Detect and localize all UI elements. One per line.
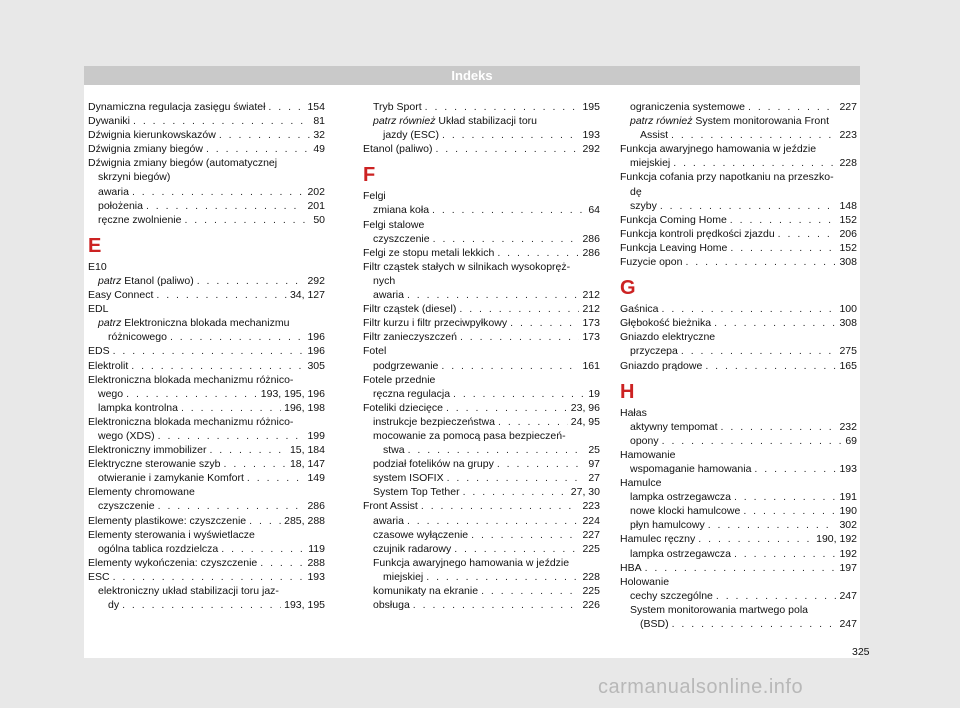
index-subentry: awaria . . . 224 [363,514,600,528]
section-letter: G [620,277,636,300]
index-subentry: czyszczenie . . . 286 [88,499,325,513]
index-subentry: aktywny tempomat . . . 232 [620,420,857,434]
index-subentry: czyszczenie . . . 286 [363,232,600,246]
index-heading: skrzyni biegów) [98,171,171,184]
index-subentry: system ISOFIX . . . 27 [363,471,600,485]
index-subentry: zmiana koła . . . 64 [363,203,600,217]
index-entry: HBA . . . 197 [620,561,857,575]
index-subentry: dy . . . 193, 195 [88,598,325,612]
index-subentry: (BSD) . . . 247 [620,617,857,631]
index-subentry: czujnik radarowy . . . 225 [363,542,600,556]
watermark-text: carmanualsonline.info [598,676,804,698]
index-heading: Elementy chromowane [88,486,195,499]
index-entry: Dźwignia kierunkowskazów . . . 32 [88,128,325,142]
index-entry: Funkcja kontroli prędkości zjazdu . . . 206 [620,227,857,241]
index-heading: Funkcja cofania przy napotkaniu na przeszko- [620,171,834,184]
index-subentry: lampka ostrzegawcza . . . 191 [620,490,857,504]
index-heading: Elektroniczna blokada mechanizmu różnico- [88,373,294,386]
index-subentry: ograniczenia systemowe . . . 227 [620,100,857,114]
index-see-reference: patrz również Układ stabilizacji toru [373,115,537,128]
index-subentry: jazdy (ESC) . . . 193 [363,128,600,142]
index-subentry: ogólna tablica rozdzielcza . . . 119 [88,542,325,556]
index-see-reference: patrz Elektroniczna blokada mechanizmu [98,317,290,330]
index-heading: Funkcja awaryjnego hamowania w jeździe [620,143,817,156]
index-heading: Dźwignia zmiany biegów (automatycznej [88,157,278,170]
index-subentry: płyn hamulcowy . . . 302 [620,518,857,532]
index-subentry: położenia . . . 201 [88,199,325,213]
index-subentry: obsługa . . . 226 [363,598,600,612]
index-heading: Elektroniczna blokada mechanizmu różnico- [88,415,294,428]
index-heading: dę [630,185,642,198]
index-heading: elektroniczny układ stabilizacji toru jaz- [98,585,279,597]
index-subentry: podgrzewanie . . . 161 [363,359,600,373]
index-entry: Dywaniki . . . 81 [88,114,325,128]
index-subentry: ręczna regulacja . . . 19 [363,387,600,401]
index-entry: miejskiej . . . 228 [620,156,857,170]
index-entry: Foteliki dziecięce . . . 23, 96 [363,401,600,415]
index-entry: Dźwignia zmiany biegów . . . 49 [88,142,325,156]
index-heading: Filtr cząstek stałych w silnikach wysokopręż- [363,260,571,273]
index-subentry: nowe klocki hamulcowe . . . 190 [620,504,857,518]
index-subentry: System Top Tether . . . 27, 30 [363,485,600,499]
index-entry: Front Assist . . . 223 [363,499,600,513]
index-entry: Felgi ze stopu metali lekkich . . . 286 [363,246,600,260]
index-subentry: lampka ostrzegawcza . . . 192 [620,547,857,561]
index-subentry: Assist . . . 223 [620,128,857,142]
index-see-reference: patrz również System monitorowania Front [630,115,830,128]
index-subentry: cechy szczególne . . . 247 [620,589,857,603]
index-heading: Elementy sterowania i wyświetlacze [88,528,255,541]
index-subentry: awaria . . . 202 [88,185,325,199]
index-heading: EDL [88,303,109,316]
index-entry: Filtr kurzu i filtr przeciwpyłkowy . . . 173 [363,316,600,330]
index-entry: Gaśnica . . . 100 [620,302,857,316]
index-heading: mocowanie za pomocą pasa bezpieczeń- [373,429,566,442]
index-subentry: różnicowego . . . 196 [88,330,325,344]
index-entry: Elektrolit . . . 305 [88,359,325,373]
index-subentry: instrukcje bezpieczeństwa . . . 24, 95 [363,415,600,429]
index-entry: EDS . . . 196 [88,344,325,358]
index-subentry: miejskiej . . . 228 [363,570,600,584]
index-subentry: lampka kontrolna . . . 196, 198 [88,401,325,415]
index-entry: ESC . . . 193 [88,570,325,584]
index-entry: Funkcja Coming Home . . . 152 [620,213,857,227]
index-heading: Fotele przednie [363,373,436,386]
index-heading: Hałas [620,406,647,419]
page-number: 325 [852,646,870,658]
index-heading: Hamowanie [620,448,676,461]
index-entry: Gniazdo prądowe . . . 165 [620,359,857,373]
section-letter: F [363,164,376,187]
index-entry: Dynamiczna regulacja zasięgu świateł . . . 154 [88,100,325,114]
index-entry: Easy Connect . . . 34, 127 [88,288,325,302]
index-subentry: otwieranie i zamykanie Komfort . . . 149 [88,471,325,485]
index-subentry: wspomaganie hamowania . . . 193 [620,462,857,476]
index-subentry: przyczepa . . . 275 [620,344,857,358]
index-heading: nych [373,274,396,287]
index-entry: Funkcja Leaving Home . . . 152 [620,241,857,255]
index-subentry: ręczne zwolnienie . . . 50 [88,213,325,227]
section-letter: H [620,380,635,403]
index-heading: Felgi stalowe [363,218,425,231]
index-column-2 [363,100,600,612]
index-entry: wego . . . 193, 195, 196 [88,387,325,401]
index-entry: Głębokość bieżnika . . . 308 [620,316,857,330]
index-column-1 [88,100,325,612]
index-subentry: komunikaty na ekranie . . . 225 [363,584,600,598]
index-entry: Elektroniczny immobilizer . . . 15, 184 [88,443,325,457]
index-subentry: czasowe wyłączenie . . . 227 [363,528,600,542]
index-entry: wego (XDS) . . . 199 [88,429,325,443]
index-subentry: awaria . . . 212 [363,288,600,302]
index-entry: Elementy plastikowe: czyszczenie . . . 285, 288 [88,514,325,528]
index-entry: Etanol (paliwo) . . . 292 [363,142,600,156]
index-entry: Elementy wykończenia: czyszczenie . . . 288 [88,556,325,570]
index-heading: Gniazdo elektryczne [620,331,716,344]
index-entry: Filtr cząstek (diesel) . . . 212 [363,302,600,316]
index-heading: Felgi [363,190,386,203]
index-subentry: szyby . . . 148 [620,199,857,213]
section-letter: E [88,234,102,257]
index-subentry: opony . . . 69 [620,434,857,448]
index-entry: Filtr zanieczyszczeń . . . 173 [363,330,600,344]
index-entry: Elektryczne sterowanie szyb . . . 18, 147 [88,457,325,471]
index-heading: Hamulce [620,477,662,490]
index-heading: Holowanie [620,575,670,588]
index-subentry: patrz Etanol (paliwo) . . . 292 [88,274,325,288]
index-subentry: Tryb Sport . . . 195 [363,100,600,114]
index-subentry: stwa . . . 25 [363,443,600,457]
index-entry: Hamulec ręczny . . . 190, 192 [620,532,857,546]
index-subentry: podział fotelików na grupy . . . 97 [363,457,600,471]
page-header: Indeks [84,66,860,85]
index-heading: System monitorowania martwego pola [630,603,808,616]
index-heading: Funkcja awaryjnego hamowania w jeździe [373,556,570,569]
index-entry: Fuzycie opon . . . 308 [620,255,857,269]
index-column-3 [620,100,857,631]
index-heading: Fotel [363,345,387,358]
index-heading: E10 [88,260,107,273]
